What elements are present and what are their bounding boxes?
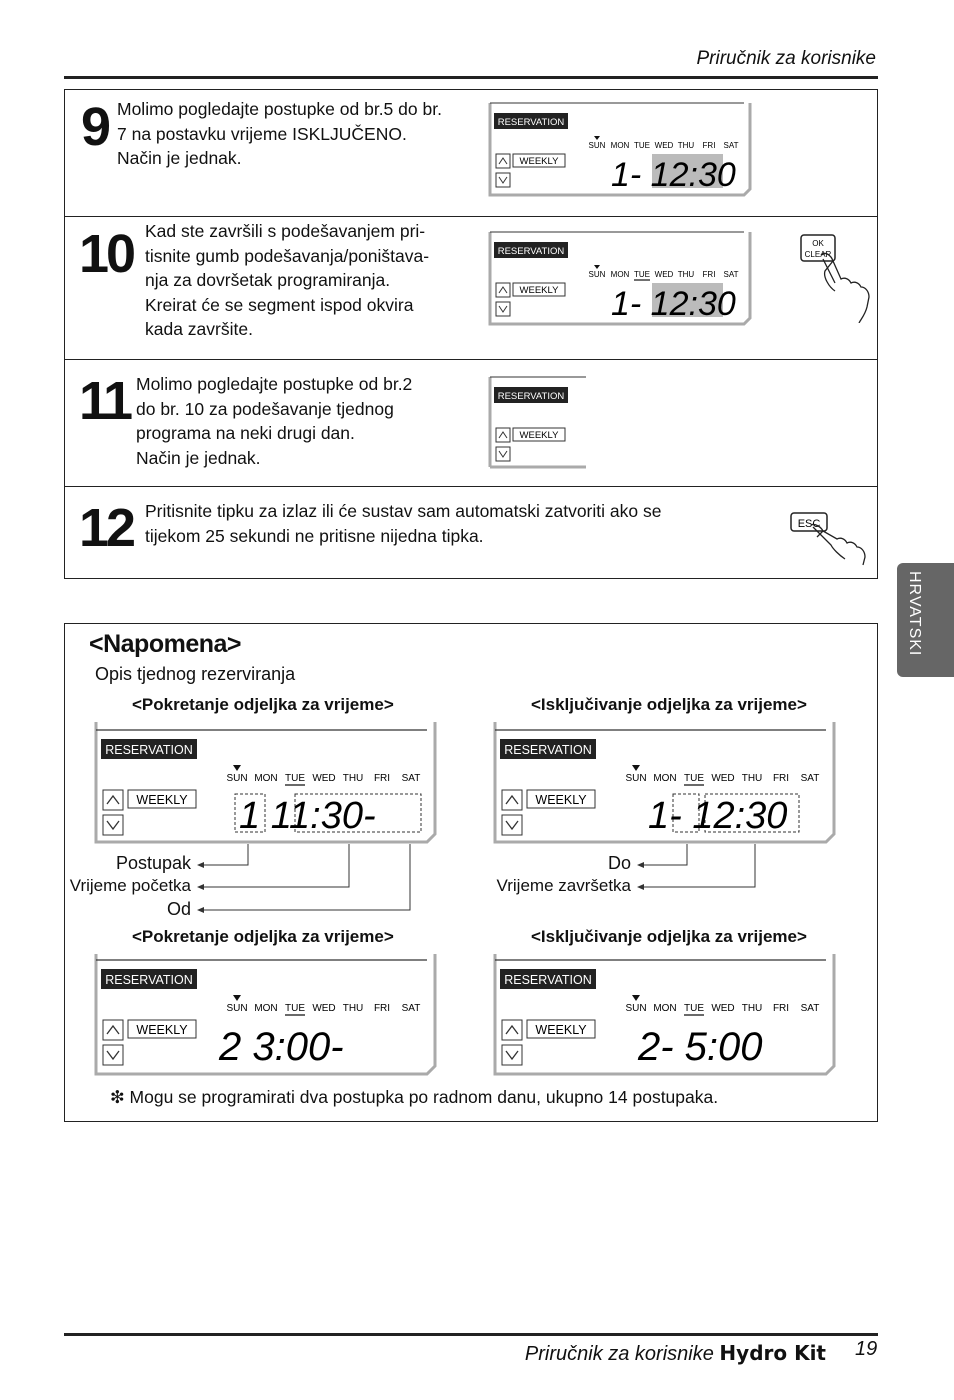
step-text: Molimo pogledajte postupke od br.2 do br. 10 za podešavanje tjednog programa na neki drugi dan. Način je jednak.: [136, 374, 413, 468]
step-number: 10: [79, 224, 134, 284]
language-tab: [897, 563, 954, 677]
down-arrow-icon: [496, 173, 510, 187]
day-marker-icon: [233, 995, 241, 1001]
lcd-panel-3: [93, 950, 439, 1078]
caption-start-1: <Pokretanje odjeljka za vrijeme>: [132, 695, 394, 714]
up-arrow-icon: [496, 154, 510, 168]
step-11: [65, 360, 877, 487]
step-12: [65, 487, 877, 578]
svg-text:FRI: FRI: [772, 1003, 790, 1014]
svg-text:SUN: SUN: [625, 1003, 647, 1014]
svg-text:CLEAR: CLEAR: [804, 250, 832, 259]
footer-brand: Hydro Kit: [719, 1341, 826, 1365]
esc-button-hand: [787, 509, 873, 569]
up-arrow-icon: [502, 790, 522, 810]
day-sat: SAT: [723, 270, 739, 279]
day-thu: THU: [677, 141, 695, 150]
label-od: Od: [166, 899, 191, 919]
day-tue: TUE: [634, 270, 650, 279]
header-rule: [64, 76, 878, 79]
day-mon: MON: [610, 141, 630, 150]
note-subtitle: Opis tjednog rezerviranja: [95, 664, 296, 684]
svg-text:SAT: SAT: [800, 773, 820, 784]
day-wed: WED: [654, 270, 674, 279]
down-arrow-icon: [103, 1045, 123, 1065]
svg-text:SAT: SAT: [800, 1003, 820, 1014]
reservation-label: RESERVATION: [497, 117, 565, 128]
down-arrow-icon: [502, 1045, 522, 1065]
svg-text:TUE: TUE: [285, 1003, 305, 1014]
step-number: 11: [79, 371, 131, 431]
weekly-label: WEEKLY: [519, 285, 559, 296]
day-sun: SUN: [588, 270, 606, 279]
steps-table: [64, 89, 878, 579]
svg-text:THU: THU: [741, 1003, 763, 1014]
label-postupak: Postupak: [115, 853, 191, 873]
pointing-hand-icon: [821, 253, 869, 323]
svg-text:TUE: TUE: [285, 773, 305, 784]
ok-clear-button-hand: [795, 231, 875, 323]
footer-title: Priručnik za korisnike: [524, 1343, 714, 1365]
day-marker-icon: [233, 765, 241, 771]
reservation-label: RESERVATION: [497, 246, 565, 257]
day-marker-icon: [594, 136, 600, 140]
down-arrow-icon: [103, 815, 123, 835]
svg-text:WEEKLY: WEEKLY: [535, 1023, 587, 1037]
reservation-label: RESERVATION: [497, 391, 565, 402]
label-vrijeme-zavrsetka: Vrijeme završetka: [496, 876, 631, 895]
day-tue: TUE: [634, 141, 650, 150]
svg-text:FRI: FRI: [373, 1003, 391, 1014]
step-text: Molimo pogledajte postupke od br.5 do br. 7 na postavku vrijeme ISKLJUČENO. Način je jednak.: [117, 99, 442, 168]
step-9: [65, 90, 877, 217]
svg-text:SAT: SAT: [401, 1003, 421, 1014]
svg-text:WEEKLY: WEEKLY: [136, 793, 188, 807]
caption-start-2: <Pokretanje odjeljka za vrijeme>: [132, 927, 394, 946]
day-marker-icon: [632, 765, 640, 771]
svg-text:ESC: ESC: [797, 518, 821, 530]
down-arrow-icon: [496, 302, 510, 316]
lcd-display: [488, 98, 754, 198]
day-mon: MON: [610, 270, 630, 279]
svg-text:RESERVATION: RESERVATION: [105, 743, 193, 757]
up-arrow-icon: [496, 428, 510, 442]
day-fri: FRI: [702, 141, 716, 150]
lcd-digits: 2- 5:00: [638, 1025, 763, 1069]
step-number: 12: [79, 498, 134, 558]
weekly-label: WEEKLY: [519, 430, 559, 441]
svg-text:WEEKLY: WEEKLY: [136, 1023, 188, 1037]
label-vrijeme-pocetka: Vrijeme početka: [69, 876, 191, 895]
svg-text:WED: WED: [711, 1003, 735, 1014]
svg-text:FRI: FRI: [772, 773, 790, 784]
down-arrow-icon: [496, 447, 510, 461]
svg-text:MON: MON: [254, 773, 278, 784]
svg-text:SAT: SAT: [401, 773, 421, 784]
svg-text:TUE: TUE: [684, 1003, 704, 1014]
footer-rule: [64, 1333, 878, 1336]
note-box: [64, 623, 878, 1122]
language-tab-label: HRVATSKI: [906, 571, 923, 657]
day-marker-icon: [594, 265, 600, 269]
day-sun: SUN: [588, 141, 606, 150]
note-footnote: ❇ Mogu se programirati dva postupka po radnom danu, ukupno 14 postupaka.: [110, 1087, 719, 1107]
svg-text:THU: THU: [342, 773, 364, 784]
lcd-panel-4: [492, 950, 838, 1078]
footer-text: [525, 1341, 826, 1366]
up-arrow-icon: [103, 790, 123, 810]
up-arrow-icon: [496, 283, 510, 297]
lcd-display: [488, 227, 754, 327]
step-text: Kad ste završili s podešavanjem pri- tisnite gumb podešavanja/poništava- nja za dovršetak programiranja. Kreirat će se segment ispod okvira kada završite.: [145, 221, 430, 339]
svg-text:SUN: SUN: [226, 1003, 248, 1014]
svg-text:MON: MON: [653, 773, 677, 784]
svg-text:THU: THU: [342, 1003, 364, 1014]
step-text: Pritisnite tipku za izlaz ili će sustav sam automatski zatvoriti ako se tijekom 25 sekundi ne pritisne nijedna tipka.: [145, 501, 662, 546]
day-wed: WED: [654, 141, 674, 150]
caption-end-2: <Isključivanje odjeljka za vrijeme>: [531, 927, 807, 946]
lcd-digits: 1- 12:30: [611, 285, 736, 323]
svg-text:WEEKLY: WEEKLY: [535, 793, 587, 807]
weekly-label: WEEKLY: [519, 156, 559, 167]
svg-text:RESERVATION: RESERVATION: [504, 973, 592, 987]
lcd-panel-2: [492, 718, 838, 846]
svg-text:FRI: FRI: [373, 773, 391, 784]
up-arrow-icon: [502, 1020, 522, 1040]
lcd-digits: 1 11:30-: [239, 795, 376, 837]
lcd-display-partial: [488, 372, 588, 472]
svg-text:OK: OK: [812, 239, 824, 248]
svg-text:MON: MON: [653, 1003, 677, 1014]
step-10: [65, 217, 877, 360]
label-do: Do: [607, 853, 631, 873]
lcd-panel-1: [93, 718, 439, 846]
day-marker-icon: [632, 995, 640, 1001]
note-title: <Napomena>: [89, 630, 242, 658]
svg-text:WED: WED: [312, 1003, 336, 1014]
step-number: 9: [81, 97, 109, 157]
svg-text:TUE: TUE: [684, 773, 704, 784]
svg-text:SUN: SUN: [226, 773, 248, 784]
lcd-digits: 2 3:00-: [219, 1025, 344, 1069]
day-thu: THU: [677, 270, 695, 279]
lcd-digits: 1- 12:30: [611, 156, 736, 194]
day-fri: FRI: [702, 270, 716, 279]
lcd-digits: 1- 12:30: [648, 795, 788, 837]
svg-text:WED: WED: [711, 773, 735, 784]
svg-text:SUN: SUN: [625, 773, 647, 784]
day-sat: SAT: [723, 141, 739, 150]
up-arrow-icon: [103, 1020, 123, 1040]
header-title: Priručnik za korisnike: [696, 48, 876, 69]
page-number: 19: [855, 1338, 878, 1360]
svg-text:RESERVATION: RESERVATION: [504, 743, 592, 757]
svg-text:THU: THU: [741, 773, 763, 784]
svg-text:RESERVATION: RESERVATION: [105, 973, 193, 987]
svg-text:MON: MON: [254, 1003, 278, 1014]
down-arrow-icon: [502, 815, 522, 835]
svg-text:WED: WED: [312, 773, 336, 784]
caption-end-1: <Isključivanje odjeljka za vrijeme>: [531, 695, 807, 714]
